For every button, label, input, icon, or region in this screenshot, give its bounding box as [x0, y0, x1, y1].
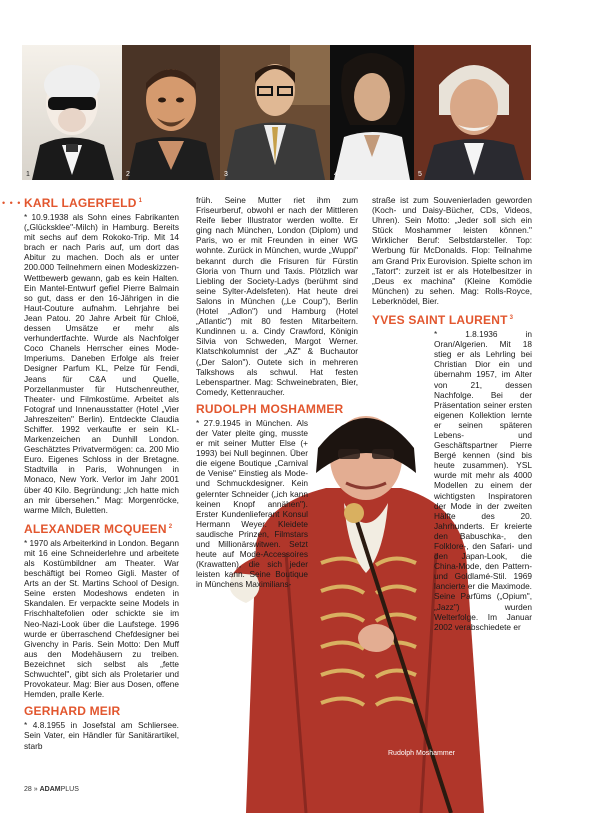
- portrait-ysl: [220, 45, 330, 180]
- section-body-ysl: * 1.8.1936 in Oran/Algerien. Mit 18 stieg er als Lehrling bei Christian Dior ein und übernahm 1957, im Alter von 21, dessen Nachfolge. Bei der Präsentation seiner ersten eigenen Kollektion lernte er seinen späteren Lebens- und Geschäftspartner Pierre Bergé kennen (sind bis heute zusammen). YSL wurde mit mehr als 4000 Modellen zu einem der wichtigsten Inspiratoren der Mode in der zweiten Hälfte des 20. Jahrhunderts. Er kreierte den Babuschka-, den Folklore-, den Safari- und den Japan-Look, die China-Mode, den Pattern- und Goldlamé-Stil. 1969 lancierte er die Maximode. Seine Parfüms („Opium", „Jazz") wurden Welterfolge. Im Januar 2002 verabschiedete er: [434, 329, 532, 632]
- section-heading-mcqueen: ALEXANDER MCQUEEN $^2$: [24, 521, 173, 536]
- photo-strip: [22, 45, 531, 180]
- portrait-lagerfeld: [22, 45, 122, 180]
- footnote-marker: 1: [138, 198, 143, 204]
- section-body-lagerfeld: * 10.9.1938 als Sohn eines Fabrikanten („Glücksklee"-Milch) in Hamburg. Bereits mit sechs auf dem Rokoko-Trip. Mit 14 brach er nach Paris auf, um dort das Abitur zu machen. Doch als er unter 200.000 Teilnehmern einen Modeskizzen-Wettbewerb gewann, gab es kein Halten. Ein Mantel-Entwurf gefiel Pierre Balmain so gut, dass er den 16-Jährigen in die Haut-Couture aufnahm. Lehrjahre bei Jean Patou. 20 Jahre Arbeit für Chloë, dessen Umsätze er mehr als verhundertfachte. Wurde als Nachfolger Coco Chanels Herrscher eines Mode-Imperiums. Daneben Erfolge als freier Designer Parfum KL, Pelze für Fendi, Jeans für C&A und Quelle, Porzellanmuster für Hutschenreuther, Theater- und Filmkostüme. Arbeitet als Fotograf und Innenausstatter (Hotel „Vier Jahreszeiten" Berlin). Entdeckte Claudia Schiffer. 1992 verkaufte er sein KL-Markenzeichen an Dunhill London. Geschätztes Privatvermögen: ca. 200 Mio Euro. Eigenes Schloss in der Bretagne. Stadtvilla in Paris, Wohnungen in Monaco, New York. Verlor im Jahr 2001 über 40 Kilo. Begründung: „Ich hatte mich an mir übersehen." Mag: Morgenröcke, warme Milch, Buletten.: [24, 212, 179, 515]
- section-body-meir: * 4.8.1955 in Josefstal am Schliersee. Sein Vater, ein Händler für Sanitärartikel, starb: [24, 720, 179, 751]
- photo-number: 5: [418, 171, 422, 178]
- portrait-moshammer: [414, 45, 531, 180]
- footer-separator: »: [33, 786, 38, 793]
- photo-number: 3: [224, 171, 228, 178]
- section-heading-moshammer: RUDOLPH MOSHAMMER: [196, 401, 344, 416]
- footnote-marker: 2: [168, 523, 173, 530]
- portrait-mcqueen: [122, 45, 220, 180]
- footnote-marker: 3: [509, 315, 514, 322]
- column-1: [24, 195, 179, 751]
- page-number: 28: [24, 786, 32, 793]
- photo-number: 2: [126, 171, 130, 178]
- section-body-moshammer: * 27.9.1945 in München. Als der Vater pleite ging, musste er mit seiner Mutter Else (+ 1993) bei Null beginnen. Über die eigene Boutique „Carnival de Venise" Einstieg als Mode- und Schmuckdesigner. Kein gelernter Schneider („ich kann keinen Knopf annähen"). Erster Kundenlieferant Konsul Hermann Weyer. Kleidete saudische Prinzen, Filmstars und Millionärswitwen. Setzt heute auf Mode-Accessoires (Krawatten), die sich jeder leisten kann. Seine Boutique in Münchens Maximilians-: [196, 417, 308, 590]
- section-heading-ysl: YVES SAINT LAURENT $^3$: [372, 313, 514, 328]
- section-heading-meir: GERHARD MEIR: [24, 704, 121, 719]
- photo-ysl: [220, 45, 330, 180]
- magazine-suffix: PLUS: [60, 786, 79, 793]
- photo-caption: Rudolph Moshammer: [388, 750, 455, 757]
- section-heading-lagerfeld: KARL LAGERFELD $^1$: [24, 196, 143, 210]
- meir-continued: früh. Seine Mutter riet ihm zum Friseurberuf, obwohl er nach der Mittleren Reife lieber Illustrator werden wollte. Er ging nach München, London (Diplom) und Paris, wo er mit Freunden in einer WG wohnte. Zurück in München, wurde „Wuppi" bekannt durch die Frisuren für Fürstin Gloria von Thurn und Taxis. Plötzlich war Liebling der Society-Ladys (berühmt sind seine Sylter-Adelsfeten). Hat heute drei Salons in München („Le Coup"), Berlin (Hotel „Adlon") und Hamburg (Hotel „Atlantic") mit 80 festen Mitarbeitern. Kundinnen u. a. Cindy Crawford, Königin Silvia von Schweden, Margot Werner. Klatschkolumnist der „AZ" & Buchautor („Der Salon"). Outete sich in mehreren Talkshows als schwul. Hat festen Lebenspartner. Mag: Schweinebraten, Bier, Comedy, Kettenraucher.: [196, 195, 358, 397]
- section-body-mcqueen: * 1970 als Arbeiterkind in London. Begann mit 16 eine Schneiderlehre und arbeitete als Kostümbildner am Theater. War beschäftigt bei Romeo Gigli. Master of Arts an der St. Martins School of Design. Seine ersten Modeshows endeten in Skandalen. Er verpackte seine Models in Frischhaltefolien oder schickte sie im Neo-Nazi-Look über die Laufstege. 1996 wurde er überraschend Chefdesigner bei Givenchy in Paris. Sein Motto: Den Muff aus den Modehäusern zu treiben. Bezeichnet sich selbst als „fette Schwuchtel", gibt sich als Proletarier und Provokateur. Mag: Bier aus Dosen, offene Hemden, pralle Kerle.: [24, 537, 179, 700]
- photo-meir: [330, 45, 414, 180]
- photo-lagerfeld: [22, 45, 122, 180]
- photo-number: 4: [334, 171, 338, 178]
- photo-mcqueen: [122, 45, 220, 180]
- photo-moshammer: [414, 45, 531, 180]
- magazine-name: ADAM: [39, 786, 61, 793]
- decorative-dots: • • •: [2, 198, 22, 208]
- moshammer-continued: straße ist zum Souvenierladen geworden (Koch- und Daisy-Bücher, CDs, Videos, Uhren). Sein Motto: „Jeder soll sich ein Stück Moshammer leisten können." Wirklicher Beruf: Selbstdarsteller. Top: Werbung für McDonalds. Flop: Teilnahme am Grand Prix Eurovision. Spielte schon im „Tatort": zurzeit ist er als Hotelbesitzer in „Deus ex machina" (Kleine Komödie München) zu sehen. Mag: Rolls-Royce, Leberknödel, Bier.: [372, 195, 533, 306]
- portrait-meir: [330, 45, 414, 180]
- column-3: [372, 195, 532, 632]
- photo-number: 1: [26, 171, 30, 178]
- page-footer: [24, 786, 79, 793]
- column-2: [196, 195, 358, 589]
